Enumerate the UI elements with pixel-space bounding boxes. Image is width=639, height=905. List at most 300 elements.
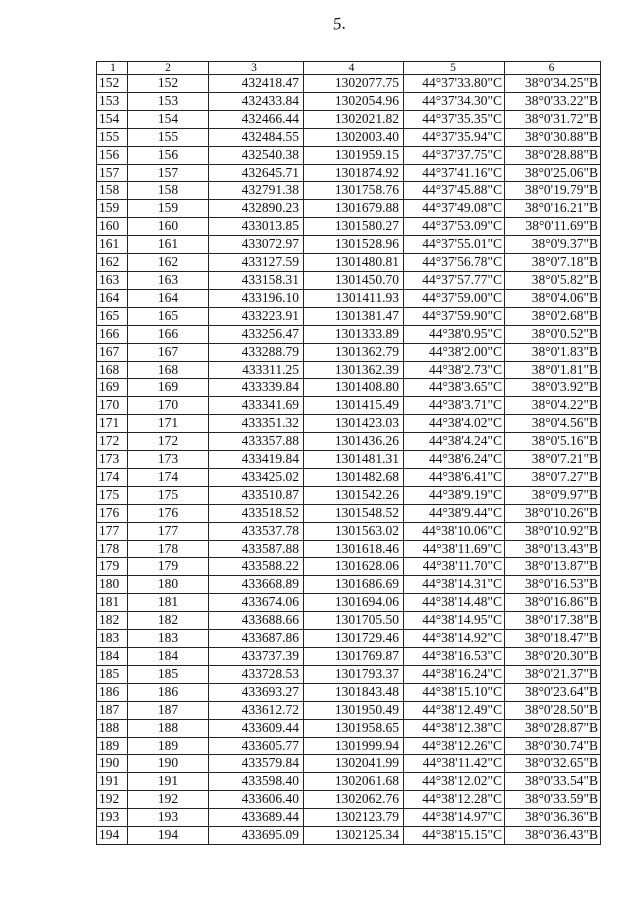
table-row bbox=[97, 361, 601, 379]
coord-y-cell: 1301950.49 bbox=[304, 701, 404, 719]
point-label-cell: 187 bbox=[128, 701, 209, 719]
table-row bbox=[97, 809, 601, 827]
point-number-cell: 181 bbox=[97, 594, 128, 612]
table-row bbox=[97, 254, 601, 272]
coord-x-cell: 433689.44 bbox=[209, 809, 304, 827]
table-row bbox=[97, 343, 601, 361]
coord-x-cell: 433518.52 bbox=[209, 504, 304, 522]
coord-y-cell: 1302062.76 bbox=[304, 791, 404, 809]
longitude-cell: 38°0'17.38"B bbox=[505, 612, 601, 630]
table-row bbox=[97, 630, 601, 648]
coord-x-cell: 433728.53 bbox=[209, 665, 304, 683]
table-row bbox=[97, 827, 601, 845]
longitude-cell: 38°0'28.88"B bbox=[505, 146, 601, 164]
point-number-cell: 153 bbox=[97, 92, 128, 110]
latitude-cell: 44°38'9.44"C bbox=[404, 504, 505, 522]
coord-x-cell: 433674.06 bbox=[209, 594, 304, 612]
point-number-cell: 194 bbox=[97, 827, 128, 845]
latitude-cell: 44°38'2.73"C bbox=[404, 361, 505, 379]
table-row bbox=[97, 379, 601, 397]
table-row bbox=[97, 558, 601, 576]
point-number-cell: 160 bbox=[97, 218, 128, 236]
point-label-cell: 153 bbox=[128, 92, 209, 110]
coord-x-cell: 433288.79 bbox=[209, 343, 304, 361]
coord-y-cell: 1301999.94 bbox=[304, 737, 404, 755]
coordinates-table bbox=[96, 61, 601, 845]
longitude-cell: 38°0'33.54"B bbox=[505, 773, 601, 791]
table-row bbox=[97, 737, 601, 755]
latitude-cell: 44°38'9.19"C bbox=[404, 486, 505, 504]
point-label-cell: 175 bbox=[128, 486, 209, 504]
longitude-cell: 38°0'16.21"B bbox=[505, 200, 601, 218]
point-label-cell: 176 bbox=[128, 504, 209, 522]
longitude-cell: 38°0'18.47"B bbox=[505, 630, 601, 648]
coord-y-cell: 1301548.52 bbox=[304, 504, 404, 522]
latitude-cell: 44°37'49.08"C bbox=[404, 200, 505, 218]
table-body bbox=[97, 75, 601, 845]
point-label-cell: 154 bbox=[128, 110, 209, 128]
coord-y-cell: 1302021.82 bbox=[304, 110, 404, 128]
point-number-cell: 174 bbox=[97, 468, 128, 486]
coord-y-cell: 1301705.50 bbox=[304, 612, 404, 630]
coord-y-cell: 1301959.15 bbox=[304, 146, 404, 164]
longitude-cell: 38°0'4.22"B bbox=[505, 397, 601, 415]
point-number-cell: 178 bbox=[97, 540, 128, 558]
point-number-cell: 179 bbox=[97, 558, 128, 576]
table-row bbox=[97, 594, 601, 612]
table-row bbox=[97, 307, 601, 325]
table-row bbox=[97, 612, 601, 630]
point-number-cell: 192 bbox=[97, 791, 128, 809]
longitude-cell: 38°0'10.92"B bbox=[505, 522, 601, 540]
point-number-cell: 154 bbox=[97, 110, 128, 128]
point-number-cell: 167 bbox=[97, 343, 128, 361]
point-number-cell: 189 bbox=[97, 737, 128, 755]
latitude-cell: 44°38'4.02"C bbox=[404, 415, 505, 433]
coord-x-cell: 433425.02 bbox=[209, 468, 304, 486]
coord-y-cell: 1302003.40 bbox=[304, 128, 404, 146]
point-number-cell: 156 bbox=[97, 146, 128, 164]
point-number-cell: 185 bbox=[97, 665, 128, 683]
point-label-cell: 161 bbox=[128, 236, 209, 254]
point-number-cell: 186 bbox=[97, 683, 128, 701]
coord-y-cell: 1301679.88 bbox=[304, 200, 404, 218]
coord-x-cell: 433612.72 bbox=[209, 701, 304, 719]
coord-y-cell: 1301729.46 bbox=[304, 630, 404, 648]
coord-y-cell: 1301415.49 bbox=[304, 397, 404, 415]
table-row bbox=[97, 701, 601, 719]
longitude-cell: 38°0'30.74"B bbox=[505, 737, 601, 755]
table-row bbox=[97, 773, 601, 791]
point-number-cell: 176 bbox=[97, 504, 128, 522]
latitude-cell: 44°37'45.88"C bbox=[404, 182, 505, 200]
latitude-cell: 44°37'53.09"C bbox=[404, 218, 505, 236]
coord-x-cell: 432484.55 bbox=[209, 128, 304, 146]
coord-x-cell: 433588.22 bbox=[209, 558, 304, 576]
coord-y-cell: 1301686.69 bbox=[304, 576, 404, 594]
point-number-cell: 183 bbox=[97, 630, 128, 648]
coord-x-cell: 432433.84 bbox=[209, 92, 304, 110]
coord-x-cell: 433587.88 bbox=[209, 540, 304, 558]
latitude-cell: 44°37'37.75"C bbox=[404, 146, 505, 164]
coord-y-cell: 1301694.06 bbox=[304, 594, 404, 612]
table-header-row bbox=[97, 62, 601, 75]
coord-y-cell: 1301480.81 bbox=[304, 254, 404, 272]
point-label-cell: 158 bbox=[128, 182, 209, 200]
column-header: 5 bbox=[404, 62, 505, 75]
coord-y-cell: 1301769.87 bbox=[304, 648, 404, 666]
table-row bbox=[97, 110, 601, 128]
coord-y-cell: 1301542.26 bbox=[304, 486, 404, 504]
point-label-cell: 182 bbox=[128, 612, 209, 630]
coord-x-cell: 433357.88 bbox=[209, 433, 304, 451]
coord-y-cell: 1301362.39 bbox=[304, 361, 404, 379]
column-header: 6 bbox=[505, 62, 601, 75]
longitude-cell: 38°0'13.87"B bbox=[505, 558, 601, 576]
longitude-cell: 38°0'36.36"B bbox=[505, 809, 601, 827]
table-row bbox=[97, 576, 601, 594]
point-number-cell: 172 bbox=[97, 433, 128, 451]
latitude-cell: 44°38'14.95"C bbox=[404, 612, 505, 630]
latitude-cell: 44°38'16.53"C bbox=[404, 648, 505, 666]
longitude-cell: 38°0'1.83"B bbox=[505, 343, 601, 361]
table-row bbox=[97, 522, 601, 540]
point-number-cell: 165 bbox=[97, 307, 128, 325]
longitude-cell: 38°0'13.43"B bbox=[505, 540, 601, 558]
point-label-cell: 167 bbox=[128, 343, 209, 361]
point-number-cell: 171 bbox=[97, 415, 128, 433]
coord-y-cell: 1301333.89 bbox=[304, 325, 404, 343]
latitude-cell: 44°38'12.02"C bbox=[404, 773, 505, 791]
latitude-cell: 44°38'16.24"C bbox=[404, 665, 505, 683]
latitude-cell: 44°38'10.06"C bbox=[404, 522, 505, 540]
coord-y-cell: 1301482.68 bbox=[304, 468, 404, 486]
coord-y-cell: 1301793.37 bbox=[304, 665, 404, 683]
coord-x-cell: 433606.40 bbox=[209, 791, 304, 809]
coord-x-cell: 432645.71 bbox=[209, 164, 304, 182]
coord-y-cell: 1301381.47 bbox=[304, 307, 404, 325]
longitude-cell: 38°0'11.69"B bbox=[505, 218, 601, 236]
longitude-cell: 38°0'16.53"B bbox=[505, 576, 601, 594]
latitude-cell: 44°37'35.94"C bbox=[404, 128, 505, 146]
table-row bbox=[97, 146, 601, 164]
latitude-cell: 44°38'3.71"C bbox=[404, 397, 505, 415]
table-row bbox=[97, 468, 601, 486]
table-row bbox=[97, 236, 601, 254]
coord-y-cell: 1301563.02 bbox=[304, 522, 404, 540]
point-label-cell: 194 bbox=[128, 827, 209, 845]
table-row bbox=[97, 289, 601, 307]
latitude-cell: 44°37'59.90"C bbox=[404, 307, 505, 325]
point-label-cell: 186 bbox=[128, 683, 209, 701]
coord-y-cell: 1302125.34 bbox=[304, 827, 404, 845]
point-number-cell: 152 bbox=[97, 75, 128, 93]
point-label-cell: 173 bbox=[128, 451, 209, 469]
coord-y-cell: 1301874.92 bbox=[304, 164, 404, 182]
coord-x-cell: 433605.77 bbox=[209, 737, 304, 755]
point-number-cell: 182 bbox=[97, 612, 128, 630]
longitude-cell: 38°0'2.68"B bbox=[505, 307, 601, 325]
point-label-cell: 166 bbox=[128, 325, 209, 343]
table-row bbox=[97, 200, 601, 218]
point-label-cell: 185 bbox=[128, 665, 209, 683]
point-number-cell: 169 bbox=[97, 379, 128, 397]
coord-x-cell: 433419.84 bbox=[209, 451, 304, 469]
column-header: 2 bbox=[128, 62, 209, 75]
longitude-cell: 38°0'4.06"B bbox=[505, 289, 601, 307]
coord-x-cell: 433341.69 bbox=[209, 397, 304, 415]
point-label-cell: 171 bbox=[128, 415, 209, 433]
coord-x-cell: 433351.32 bbox=[209, 415, 304, 433]
coord-y-cell: 1301423.03 bbox=[304, 415, 404, 433]
table-row bbox=[97, 128, 601, 146]
coord-x-cell: 433196.10 bbox=[209, 289, 304, 307]
table-row bbox=[97, 397, 601, 415]
coord-y-cell: 1301411.93 bbox=[304, 289, 404, 307]
point-label-cell: 169 bbox=[128, 379, 209, 397]
coord-y-cell: 1301618.46 bbox=[304, 540, 404, 558]
longitude-cell: 38°0'7.18"B bbox=[505, 254, 601, 272]
coord-x-cell: 433598.40 bbox=[209, 773, 304, 791]
table-row bbox=[97, 271, 601, 289]
point-number-cell: 158 bbox=[97, 182, 128, 200]
table-row bbox=[97, 433, 601, 451]
page-number: 5. bbox=[331, 13, 347, 34]
coord-y-cell: 1302077.75 bbox=[304, 75, 404, 93]
latitude-cell: 44°38'12.26"C bbox=[404, 737, 505, 755]
coord-x-cell: 433072.97 bbox=[209, 236, 304, 254]
table-row bbox=[97, 75, 601, 93]
column-header: 3 bbox=[209, 62, 304, 75]
point-label-cell: 193 bbox=[128, 809, 209, 827]
table-row bbox=[97, 164, 601, 182]
point-number-cell: 164 bbox=[97, 289, 128, 307]
coord-y-cell: 1301450.70 bbox=[304, 271, 404, 289]
coord-x-cell: 432890.23 bbox=[209, 200, 304, 218]
latitude-cell: 44°37'41.16"C bbox=[404, 164, 505, 182]
point-number-cell: 161 bbox=[97, 236, 128, 254]
coord-x-cell: 433695.09 bbox=[209, 827, 304, 845]
coord-y-cell: 1301362.79 bbox=[304, 343, 404, 361]
point-label-cell: 160 bbox=[128, 218, 209, 236]
point-number-cell: 193 bbox=[97, 809, 128, 827]
point-label-cell: 162 bbox=[128, 254, 209, 272]
table-row bbox=[97, 540, 601, 558]
coord-x-cell: 432466.44 bbox=[209, 110, 304, 128]
longitude-cell: 38°0'7.27"B bbox=[505, 468, 601, 486]
coord-x-cell: 433579.84 bbox=[209, 755, 304, 773]
table-row bbox=[97, 415, 601, 433]
point-number-cell: 168 bbox=[97, 361, 128, 379]
latitude-cell: 44°38'4.24"C bbox=[404, 433, 505, 451]
longitude-cell: 38°0'10.26"B bbox=[505, 504, 601, 522]
longitude-cell: 38°0'31.72"B bbox=[505, 110, 601, 128]
point-number-cell: 173 bbox=[97, 451, 128, 469]
point-label-cell: 165 bbox=[128, 307, 209, 325]
latitude-cell: 44°38'12.38"C bbox=[404, 719, 505, 737]
table-row bbox=[97, 486, 601, 504]
table-row bbox=[97, 719, 601, 737]
point-label-cell: 172 bbox=[128, 433, 209, 451]
longitude-cell: 38°0'4.56"B bbox=[505, 415, 601, 433]
point-number-cell: 184 bbox=[97, 648, 128, 666]
point-number-cell: 180 bbox=[97, 576, 128, 594]
coord-y-cell: 1302041.99 bbox=[304, 755, 404, 773]
coord-y-cell: 1301481.31 bbox=[304, 451, 404, 469]
point-label-cell: 168 bbox=[128, 361, 209, 379]
point-number-cell: 166 bbox=[97, 325, 128, 343]
point-label-cell: 178 bbox=[128, 540, 209, 558]
coord-x-cell: 432540.38 bbox=[209, 146, 304, 164]
coord-x-cell: 433609.44 bbox=[209, 719, 304, 737]
longitude-cell: 38°0'33.22"B bbox=[505, 92, 601, 110]
latitude-cell: 44°38'14.97"C bbox=[404, 809, 505, 827]
latitude-cell: 44°38'15.15"C bbox=[404, 827, 505, 845]
point-label-cell: 192 bbox=[128, 791, 209, 809]
coord-x-cell: 433223.91 bbox=[209, 307, 304, 325]
point-label-cell: 177 bbox=[128, 522, 209, 540]
column-header: 4 bbox=[304, 62, 404, 75]
latitude-cell: 44°37'35.35"C bbox=[404, 110, 505, 128]
coord-y-cell: 1301580.27 bbox=[304, 218, 404, 236]
longitude-cell: 38°0'19.79"B bbox=[505, 182, 601, 200]
point-label-cell: 155 bbox=[128, 128, 209, 146]
point-label-cell: 157 bbox=[128, 164, 209, 182]
coord-x-cell: 432418.47 bbox=[209, 75, 304, 93]
longitude-cell: 38°0'1.81"B bbox=[505, 361, 601, 379]
coord-x-cell: 433127.59 bbox=[209, 254, 304, 272]
longitude-cell: 38°0'5.82"B bbox=[505, 271, 601, 289]
table-row bbox=[97, 504, 601, 522]
longitude-cell: 38°0'28.50"B bbox=[505, 701, 601, 719]
table-row bbox=[97, 683, 601, 701]
coord-x-cell: 433693.27 bbox=[209, 683, 304, 701]
coord-y-cell: 1301758.76 bbox=[304, 182, 404, 200]
latitude-cell: 44°37'55.01"C bbox=[404, 236, 505, 254]
latitude-cell: 44°37'56.78"C bbox=[404, 254, 505, 272]
point-label-cell: 174 bbox=[128, 468, 209, 486]
latitude-cell: 44°38'15.10"C bbox=[404, 683, 505, 701]
point-number-cell: 155 bbox=[97, 128, 128, 146]
point-number-cell: 157 bbox=[97, 164, 128, 182]
longitude-cell: 38°0'30.88"B bbox=[505, 128, 601, 146]
table-row bbox=[97, 665, 601, 683]
longitude-cell: 38°0'16.86"B bbox=[505, 594, 601, 612]
longitude-cell: 38°0'9.97"B bbox=[505, 486, 601, 504]
latitude-cell: 44°38'0.95"C bbox=[404, 325, 505, 343]
point-number-cell: 190 bbox=[97, 755, 128, 773]
longitude-cell: 38°0'21.37"B bbox=[505, 665, 601, 683]
longitude-cell: 38°0'25.06"B bbox=[505, 164, 601, 182]
coord-x-cell: 433510.87 bbox=[209, 486, 304, 504]
coord-y-cell: 1301408.80 bbox=[304, 379, 404, 397]
point-label-cell: 189 bbox=[128, 737, 209, 755]
longitude-cell: 38°0'0.52"B bbox=[505, 325, 601, 343]
coord-y-cell: 1302054.96 bbox=[304, 92, 404, 110]
point-label-cell: 191 bbox=[128, 773, 209, 791]
point-label-cell: 156 bbox=[128, 146, 209, 164]
longitude-cell: 38°0'3.92"B bbox=[505, 379, 601, 397]
latitude-cell: 44°38'3.65"C bbox=[404, 379, 505, 397]
coord-x-cell: 433339.84 bbox=[209, 379, 304, 397]
longitude-cell: 38°0'23.64"B bbox=[505, 683, 601, 701]
latitude-cell: 44°38'12.28"C bbox=[404, 791, 505, 809]
coord-x-cell: 433688.66 bbox=[209, 612, 304, 630]
table-row bbox=[97, 755, 601, 773]
coord-x-cell: 433158.31 bbox=[209, 271, 304, 289]
coord-x-cell: 432791.38 bbox=[209, 182, 304, 200]
table-row bbox=[97, 182, 601, 200]
coord-x-cell: 433687.86 bbox=[209, 630, 304, 648]
coord-x-cell: 433256.47 bbox=[209, 325, 304, 343]
latitude-cell: 44°38'11.42"C bbox=[404, 755, 505, 773]
point-number-cell: 163 bbox=[97, 271, 128, 289]
latitude-cell: 44°38'12.49"C bbox=[404, 701, 505, 719]
point-label-cell: 188 bbox=[128, 719, 209, 737]
point-label-cell: 159 bbox=[128, 200, 209, 218]
point-label-cell: 183 bbox=[128, 630, 209, 648]
coord-x-cell: 433311.25 bbox=[209, 361, 304, 379]
coord-x-cell: 433013.85 bbox=[209, 218, 304, 236]
latitude-cell: 44°38'11.69"C bbox=[404, 540, 505, 558]
coord-y-cell: 1301528.96 bbox=[304, 236, 404, 254]
point-label-cell: 181 bbox=[128, 594, 209, 612]
coord-x-cell: 433737.39 bbox=[209, 648, 304, 666]
latitude-cell: 44°38'6.41"C bbox=[404, 468, 505, 486]
latitude-cell: 44°38'11.70"C bbox=[404, 558, 505, 576]
latitude-cell: 44°37'59.00"C bbox=[404, 289, 505, 307]
coord-y-cell: 1301843.48 bbox=[304, 683, 404, 701]
coord-y-cell: 1302061.68 bbox=[304, 773, 404, 791]
coord-y-cell: 1302123.79 bbox=[304, 809, 404, 827]
coord-y-cell: 1301436.26 bbox=[304, 433, 404, 451]
longitude-cell: 38°0'32.65"B bbox=[505, 755, 601, 773]
longitude-cell: 38°0'36.43"B bbox=[505, 827, 601, 845]
longitude-cell: 38°0'33.59"B bbox=[505, 791, 601, 809]
latitude-cell: 44°37'34.30"C bbox=[404, 92, 505, 110]
latitude-cell: 44°38'14.48"C bbox=[404, 594, 505, 612]
longitude-cell: 38°0'20.30"B bbox=[505, 648, 601, 666]
table-row bbox=[97, 92, 601, 110]
point-number-cell: 175 bbox=[97, 486, 128, 504]
point-label-cell: 164 bbox=[128, 289, 209, 307]
latitude-cell: 44°38'6.24"C bbox=[404, 451, 505, 469]
point-number-cell: 162 bbox=[97, 254, 128, 272]
latitude-cell: 44°38'2.00"C bbox=[404, 343, 505, 361]
point-label-cell: 152 bbox=[128, 75, 209, 93]
point-label-cell: 179 bbox=[128, 558, 209, 576]
point-number-cell: 191 bbox=[97, 773, 128, 791]
coord-x-cell: 433537.78 bbox=[209, 522, 304, 540]
column-header: 1 bbox=[97, 62, 128, 75]
coord-x-cell: 433668.89 bbox=[209, 576, 304, 594]
longitude-cell: 38°0'5.16"B bbox=[505, 433, 601, 451]
latitude-cell: 44°37'57.77"C bbox=[404, 271, 505, 289]
table-row bbox=[97, 218, 601, 236]
point-label-cell: 163 bbox=[128, 271, 209, 289]
point-label-cell: 170 bbox=[128, 397, 209, 415]
point-number-cell: 159 bbox=[97, 200, 128, 218]
point-number-cell: 188 bbox=[97, 719, 128, 737]
coord-y-cell: 1301958.65 bbox=[304, 719, 404, 737]
point-label-cell: 190 bbox=[128, 755, 209, 773]
table-row bbox=[97, 451, 601, 469]
longitude-cell: 38°0'28.87"B bbox=[505, 719, 601, 737]
point-number-cell: 177 bbox=[97, 522, 128, 540]
longitude-cell: 38°0'7.21"B bbox=[505, 451, 601, 469]
longitude-cell: 38°0'34.25"B bbox=[505, 75, 601, 93]
latitude-cell: 44°38'14.92"C bbox=[404, 630, 505, 648]
